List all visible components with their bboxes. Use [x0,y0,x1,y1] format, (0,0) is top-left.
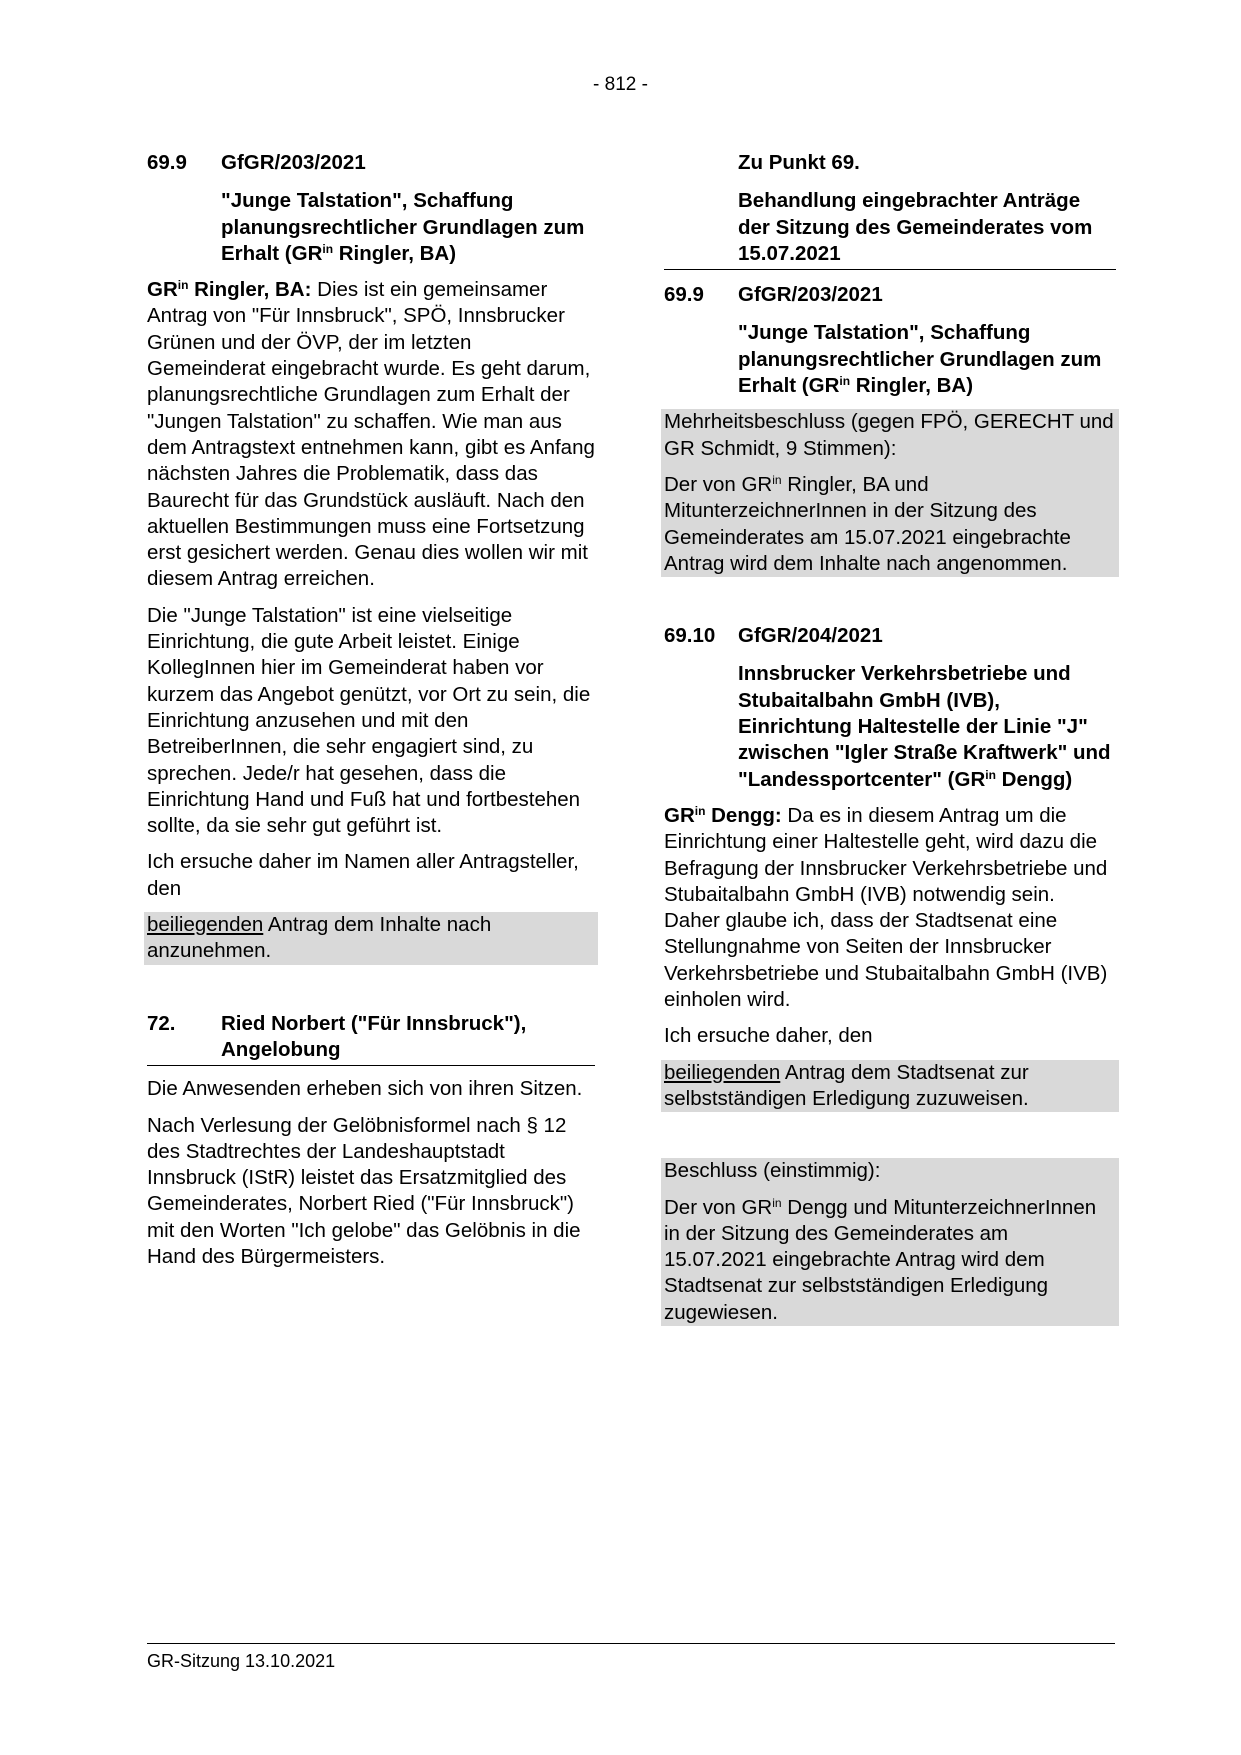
speech-paragraph: $GR^{in}$ Ringler, BA: Dies ist ein gemeinsamer Antrag von "Für Innsbruck", SPÖ, Innsbrucker Grünen und der ÖVP, der im letzten Gemeinderat eingebracht wurde. Es geht darum, planungsrechtliche Grundlagen zum Erhalt der "Jungen Talstation" zu schaffen. Wie man aus dem Antragstext entnehmen kann, gibt es Anfang nächsten Jahres die Problematik, dass das Baurecht für das Grundstück ausläuft. Nach den aktuellen Bestimmungen muss eine Fortsetzung erst gesichert werden. Genau dies wollen wir mit diesem Antrag erreichen. [147,278,595,591]
footer-text: GR-Sitzung 13.10.2021 [147,1651,336,1671]
page-number: - 812 - [593,74,648,95]
motion-box: beiliegenden Antrag dem Stadtsenat zur selbstständigen Erledigung zuzuweisen. [661,1060,1119,1113]
agenda-item-code: GfGR/203/2021 [738,283,883,307]
agenda-item-code: GfGR/203/2021 [221,151,366,174]
paragraph: Die "Junge Talstation" ist eine vielseitige Einrichtung, die gute Arbeit leistet. Einige KollegInnen hier im Gemeinderat haben vor kurzem das Angebot genützt, vor Ort zu sein, die Einrichtung anzusehen und mit den BetreiberInnen, die sehr engagiert sind, zu sprechen. Jede/r hat gesehen, dass die Einrichtung Hand und Fuß hat und fortbestehen sollte, da sie sehr gut geführt ist. [147,603,591,838]
decision-text: Der von $GR^{in}$ Ringler, BA und MitunterzeichnerInnen in der Sitzung des Gemeinderates am 15.07.2021 eingebrachte Antrag wird dem Inhalte nach angenommen. [661,462,1119,577]
agenda-item-header [147,1011,595,1067]
agenda-item-header [147,150,595,176]
agenda-item-number: 72. [147,1011,176,1035]
footer-divider [147,1643,1115,1644]
right-column [664,150,1116,1326]
agenda-item-number: 69.10 [664,624,716,648]
decision-label: Beschluss (einstimmig): [661,1158,1119,1184]
agenda-item-header [664,282,1116,308]
agenda-item-title: Ried Norbert ("Für Innsbruck"), Angelobung [221,1011,527,1061]
section-subtitle: Behandlung eingebrachter Anträge der Sitzung des Gemeinderates vom 15.07.2021 [664,188,1116,270]
decision-text: Der von $GR^{in}$ Dengg und MitunterzeichnerInnen in der Sitzung des Gemeinderates am 15.07.2021 eingebrachte Antrag wird dem Stadtsenat zur selbstständigen Erledigung zugewiesen. [661,1185,1119,1326]
agenda-item-number: 69.9 [664,283,704,307]
paragraph: Die Anwesenden erheben sich von ihren Sitzen. [147,1077,583,1101]
decision-label: Mehrheitsbeschluss (gegen FPÖ, GERECHT und GR Schmidt, 9 Stimmen): [661,409,1119,462]
agenda-item-title: "Junge Talstation", Schaffung planungsrechtlicher Grundlagen zum Erhalt ($GR^{in}$ Ringler, BA) [738,321,1102,398]
agenda-item-number: 69.9 [147,151,187,174]
paragraph: Ich ersuche daher im Namen aller Antragsteller, den [147,850,579,900]
agenda-item-code: GfGR/204/2021 [738,624,883,648]
left-column [147,150,595,1270]
agenda-item-title: Innsbrucker Verkehrsbetriebe und Stubaitalbahn GmbH (IVB), Einrichtung Haltestelle der Linie "J" zwischen "Igler Straße Kraftwerk" und "Landessportcenter" ($GR^{in}$ Dengg) [738,662,1111,791]
agenda-item-header [664,623,1116,649]
motion-box: beiliegenden Antrag dem Inhalte nach anzunehmen. [144,912,598,965]
paragraph: Nach Verlesung der Gelöbnisformel nach § 12 des Stadtrechtes der Landeshauptstadt Innsbruck (IStR) leistet das Ersatzmitglied des Gemeinderates, Norbert Ried ("Für Innsbruck") mit den Worten "Ich gelobe" das Gelöbnis in die Hand des Bürgermeisters. [147,1113,581,1268]
section-header [664,150,1116,176]
paragraph: Ich ersuche daher, den [664,1024,873,1048]
section-title: Zu Punkt 69. [738,151,860,174]
speech-paragraph: $GR^{in}$ Dengg: Da es in diesem Antrag um die Einrichtung einer Haltestelle geht, wird dazu die Befragung der Innsbrucker Verkehrsbetriebe und Stubaitalbahn GmbH (IVB) notwendig sein. Daher glaube ich, dass der Stadtsenat eine Stellungnahme von Seiten der Innsbrucker Verkehrsbetriebe und Stubaitalbahn GmbH (IVB) einholen wird. [664,803,1108,1012]
agenda-item-title: "Junge Talstation", Schaffung planungsrechtlicher Grundlagen zum Erhalt ($GR^{in}$ Ringler, BA) [221,189,585,265]
